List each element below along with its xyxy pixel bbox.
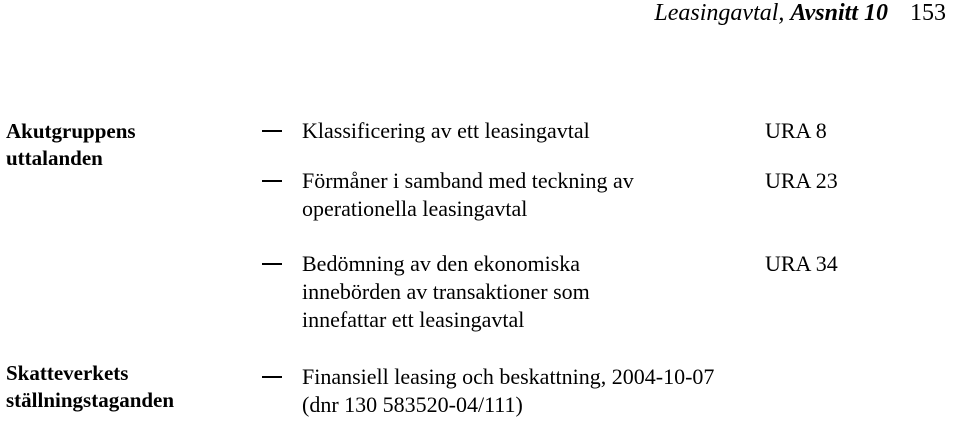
list-item-text-line: innebörden av transaktioner som (302, 279, 590, 304)
list-item-text-line: operationella leasingavtal (302, 196, 528, 221)
dash-bullet (262, 263, 282, 265)
list-item-text-line: Finansiell leasing och beskattning, 2004-10-07 (302, 364, 715, 389)
sidebar-heading-line: uttalanden (6, 146, 103, 170)
list-item-text-line: (dnr 130 583520-04/111) (302, 392, 523, 417)
dash-bullet (262, 130, 282, 132)
list-item-text-line: innefattar ett leasingavtal (302, 307, 525, 332)
sidebar-heading-line: ställningstaganden (6, 388, 175, 412)
list-item-reference: URA 8 (765, 118, 827, 143)
sidebar-heading-line: Akutgruppens (6, 119, 136, 143)
sidebar-heading-akutgruppens (6, 118, 136, 172)
page-number: 153 (910, 0, 946, 26)
header-section: Avsnitt 10 (790, 0, 888, 26)
list-item-text: Klassificering av ett leasingavtal (302, 118, 590, 143)
dash-bullet (262, 180, 282, 182)
list-item-text (302, 363, 902, 419)
list-item-text (302, 250, 772, 334)
sidebar-heading-skatteverkets (6, 360, 174, 414)
list-item-reference: URA 23 (765, 168, 838, 193)
running-header (654, 0, 946, 30)
list-item-text-line: Bedömning av den ekonomiska (302, 251, 581, 276)
header-title (654, 0, 888, 26)
list-item-text (302, 167, 772, 223)
sidebar-heading-line: Skatteverkets (6, 361, 129, 385)
list-item-text-line: Förmåner i samband med teckning av (302, 168, 634, 193)
list-item-reference: URA 34 (765, 251, 838, 276)
header-title-prefix: Leasingavtal, (654, 0, 791, 26)
dash-bullet (262, 376, 282, 378)
